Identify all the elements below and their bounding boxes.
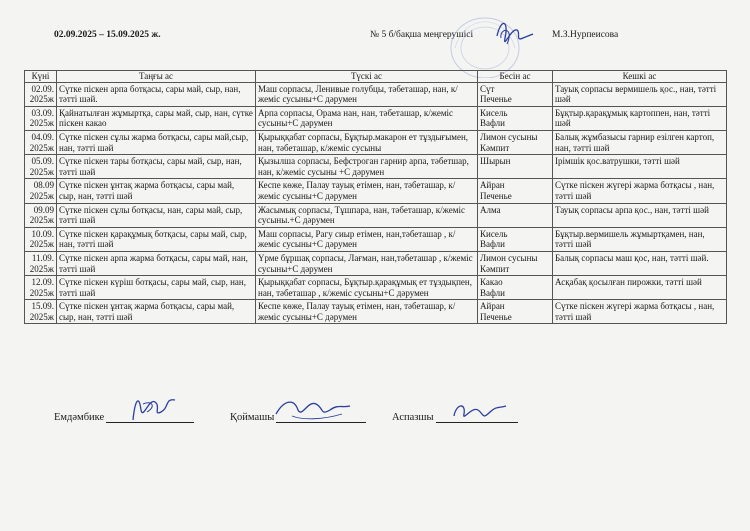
cell-snack: Айран Печенье (478, 179, 553, 203)
cell-lunch: Қырыққабат сорпасы, Бұқтыр.макарон ет тұздығымен, нан, тәбеташар, к/жеміс сусыны (256, 130, 478, 154)
table-row (25, 251, 727, 275)
cell-snack: Лимон сусыны Кәмпит (478, 130, 553, 154)
table-header-row (25, 71, 727, 83)
cell-snack: Айран Печенье (478, 300, 553, 324)
cell-dinner: Бұқтыр.қарақұмық картоппен, нан, тәтті шәй (553, 106, 727, 130)
cell-dinner: Балық жұмбазысы гарнир езілген картоп, нан, тәтті шәй (553, 130, 727, 154)
cell-dinner: Ірімшік қос.ватрушки, тәтті шәй (553, 155, 727, 179)
head-title: № 5 б/бақша меңгерушісі (370, 30, 474, 40)
cell-snack: Кисель Вафли (478, 227, 553, 251)
col-header-breakfast: Таңғы ас (57, 71, 256, 83)
col-header-lunch: Түскі ас (256, 71, 478, 83)
table-row (25, 155, 727, 179)
cell-day: 15.09. 2025ж (25, 300, 57, 324)
cell-breakfast: Сүтке піскен тары ботқасы, сары май, сыр, нан, тәтті шәй (57, 155, 256, 179)
cell-lunch: Маш сорпасы, Рагу сиыр етімен, нан,тәбеташар , к/жеміс сусыны+С дәрумен (256, 227, 478, 251)
cell-breakfast: Сүтке піскен ұнтақ жарма ботқасы, сары май, сыр, нан, тәтті шәй (57, 179, 256, 203)
cook-label: Аспазшы (392, 412, 434, 423)
storekeeper-signature (272, 392, 352, 426)
cell-day: 10.09. 2025ж (25, 227, 57, 251)
cell-day: 05.09. 2025ж (25, 155, 57, 179)
official-stamp (445, 8, 535, 78)
cell-lunch: Қызылша сорпасы, Бефстроган гарнир арпа, тәбетшар, нан, к/жеміс сусыны +С дәрумен (256, 155, 478, 179)
cell-lunch: Қырыққабат сорпасы, Бұқтыр.қарақұмық ет тұздықпен, нан, тәбеташар , к/жеміс сусыны+С дәрумен (256, 276, 478, 300)
cell-dinner: Балық сорпасы маш қос, нан, тәтті шәй. (553, 251, 727, 275)
nurse-label: Емдәмбике (54, 412, 105, 423)
cell-lunch: Арпа сорпасы, Орама нан, нан, тәбеташар, к/жеміс сусыны+С дәрумен (256, 106, 478, 130)
cell-day: 04.09. 2025ж (25, 130, 57, 154)
col-header-day: Күні (25, 71, 57, 83)
cell-breakfast: Сүтке піскен күріш ботқасы, сары май, сыр, нан, тәтті шәй (57, 276, 256, 300)
col-header-snack: Бесін ас (478, 71, 553, 83)
cell-day: 11.09. 2025ж (25, 251, 57, 275)
cell-lunch: Кеспе көже, Палау тауық етімен, нан, тәбеташар, к/жеміс сусыны+С дәрумен (256, 179, 478, 203)
table-row (25, 276, 727, 300)
date-range: 02.09.2025 – 15.09.2025 ж. (54, 30, 161, 40)
cell-day: 03.09. 2025ж (25, 106, 57, 130)
cell-day: 08.09 2025ж (25, 179, 57, 203)
storekeeper-label: Қоймашы (230, 412, 275, 423)
cell-day: 02.09. 2025ж (25, 82, 57, 106)
table-row (25, 227, 727, 251)
cell-lunch: Кеспе көже, Палау тауық етімен, нан, тәбеташар, к/жеміс сусыны+С дәрумен (256, 300, 478, 324)
table-row (25, 82, 727, 106)
cell-snack: Какао Вафли (478, 276, 553, 300)
cell-snack: Алма (478, 203, 553, 227)
cell-dinner: Асқабақ қосылған пирожки, тәтті шәй (553, 276, 727, 300)
head-name: М.З.Нурпеисова (552, 30, 619, 40)
table-row (25, 130, 727, 154)
cell-dinner: Тауық сорпасы арпа қос., нан, тәтті шәй (553, 203, 727, 227)
menu-table (24, 70, 727, 324)
cell-lunch: Үрме бұршақ сорпасы, Лағман, нан,тәбеташар , к/жеміс сусыны+С дәрумен (256, 251, 478, 275)
table-row (25, 106, 727, 130)
cell-dinner: Сүтке піскен жүгері жарма ботқасы , нан, тәтті шәй (553, 179, 727, 203)
cell-snack: Сүт Печенье (478, 82, 553, 106)
cell-snack: Кисель Вафли (478, 106, 553, 130)
cell-snack: Лимон сусыны Кәмпит (478, 251, 553, 275)
cell-dinner: Тауық сорпасы вермишель қос., нан, тәтті шәй (553, 82, 727, 106)
cell-breakfast: Сүтке піскен сұлы ботқасы, нан, сары май, сыр, тәтті шәй (57, 203, 256, 227)
cell-breakfast: Сүтке піскен қарақұмық ботқасы, сары май, сыр, нан, тәтті шәй (57, 227, 256, 251)
cell-breakfast: Сүтке піскен арпа ботқасы, сары май, сыр, нан, тәтті шәй. (57, 82, 256, 106)
table-row (25, 203, 727, 227)
nurse-signature (125, 390, 185, 430)
cell-breakfast: Сүтке піскен арпа жарма ботқасы, сары май, нан, тәтті шәй (57, 251, 256, 275)
cell-breakfast: Сүтке піскен ұнтақ жарма ботқасы, сары май, сыр, нан, тәтті шәй (57, 300, 256, 324)
cell-breakfast: Қайнатылған жұмыртқа, сары май, сыр, нан, сүтке піскен какао (57, 106, 256, 130)
cell-dinner: Сүтке піскен жүгері жарма ботқасы , нан, тәтті шәй (553, 300, 727, 324)
cell-snack: Шырын (478, 155, 553, 179)
table-row (25, 300, 727, 324)
cell-day: 12.09. 2025ж (25, 276, 57, 300)
cell-breakfast: Сүтке піскен сұлы жарма ботқасы, сары май,сыр, нан, тәтті шәй (57, 130, 256, 154)
cell-dinner: Бұқтыр.вермишель жұмыртқамен, нан, тәтті шәй (553, 227, 727, 251)
col-header-dinner: Кешкі ас (553, 71, 727, 83)
cell-lunch: Жасымық сорпасы, Тұшпара, нан, тәбеташар, к/жеміс сусыны.+С дәрумен (256, 203, 478, 227)
cook-signature (448, 396, 508, 426)
cell-lunch: Маш сорпасы, Ленивые голубцы, тәбеташар, нан, к/жеміс сусыны+С дәрумен (256, 82, 478, 106)
table-row (25, 179, 727, 203)
cell-day: 09.09 2025ж (25, 203, 57, 227)
